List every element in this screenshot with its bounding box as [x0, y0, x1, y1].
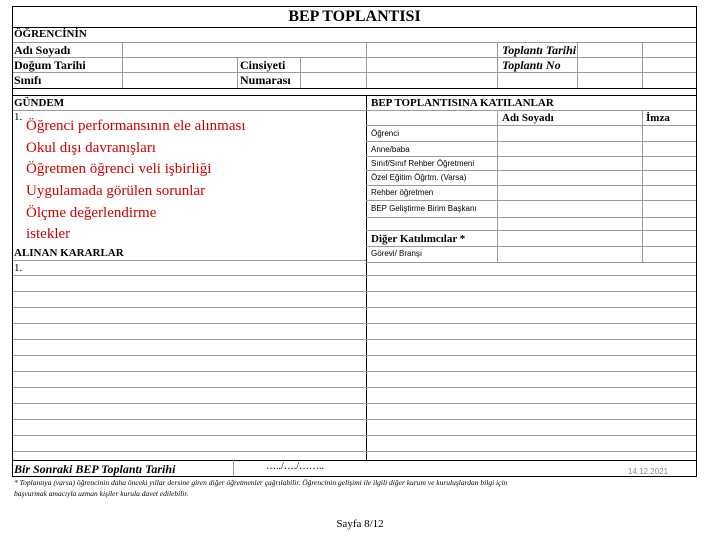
role-label: Öğrenci [371, 129, 400, 138]
agenda-row-line [12, 110, 366, 111]
decisions-row-line [12, 260, 366, 261]
student-col-line [577, 42, 578, 88]
next-meeting-col-line [233, 460, 234, 476]
decisions-row-line [12, 307, 697, 308]
middle-divider [366, 95, 367, 460]
role-label: Anne/baba [371, 145, 410, 154]
footnote-line-2: başvurmak amacıyla uzman kişiler kurula davet edilebilir. [14, 489, 189, 498]
student-col-line [497, 42, 498, 88]
form-right-border [696, 6, 697, 477]
agenda-heading: GÜNDEM [14, 97, 65, 109]
role-label: Rehber öğretmen [371, 188, 434, 197]
number-label: Numarası [240, 73, 291, 87]
class-label: Sınıfı [14, 73, 42, 87]
decisions-row-line [12, 275, 697, 276]
student-row-line [12, 57, 697, 58]
form-bottom-border [12, 476, 697, 477]
decisions-row-line [12, 323, 697, 324]
gender-label: Cinsiyeti [240, 58, 286, 72]
next-meeting-top-border [12, 460, 697, 461]
other-role-label: Görevi/ Branşı [371, 249, 423, 258]
agenda-item: Ölçme değerlendirme [26, 205, 157, 221]
student-section-label: ÖĞRENCİNİN [14, 28, 87, 40]
form-left-border [12, 6, 13, 477]
decisions-row-line [12, 419, 697, 420]
participants-row-line [366, 217, 697, 218]
decisions-row-line [12, 403, 697, 404]
footnote-line-1: * Toplantıya (varsa) öğrencinin daha önceki yıllar dersine giren diğer öğretmenler çağrılabilir. Öğrencinin gelişimi ile ilgili diğer kurum ve kuruluşlardan bilgi için [14, 478, 508, 487]
role-label: Sınıf/Sınıf Rehber Öğretmeni [371, 159, 475, 168]
agenda-item: Uygulamada görülen sorunlar [26, 183, 206, 199]
agenda-number: 1. [14, 111, 23, 123]
participants-row-line [366, 110, 697, 111]
participants-row-line [366, 170, 697, 171]
name-label: Adı Soyadı [14, 43, 71, 57]
meeting-date-label: Toplantı Tarihi [502, 43, 577, 57]
decisions-row-line [12, 371, 697, 372]
decisions-row-line [12, 355, 697, 356]
student-col-line [237, 57, 238, 88]
decisions-heading: ALINAN KARARLAR [14, 247, 124, 259]
participants-row-line [366, 156, 697, 157]
student-row-line [12, 72, 697, 73]
form-top-border [12, 6, 697, 7]
form-title: BEP TOPLANTISI [288, 8, 421, 25]
participants-row-line [366, 200, 697, 201]
role-label: BEP Geliştirme Birim Başkanı [371, 204, 477, 213]
role-label: Özel Eğitim Öğrtm. (Varsa) [371, 173, 467, 182]
participants-col-line [497, 110, 498, 262]
col-sign-header: İmza [646, 112, 670, 124]
title-bottom-border [12, 27, 697, 28]
participants-col-line [642, 110, 643, 262]
participants-row-line [366, 125, 697, 126]
participants-row-line [366, 185, 697, 186]
agenda-item: Öğrenci performansının ele alınması [26, 118, 246, 134]
decisions-row-line [12, 451, 697, 452]
student-col-line [122, 42, 123, 88]
date-stamp: 14.12.2021 [628, 467, 669, 476]
student-block-bottom [12, 88, 697, 89]
agenda-item: istekler [26, 226, 71, 242]
col-name-header: Adı Soyadı [502, 112, 554, 124]
student-col-line [300, 57, 301, 88]
agenda-item: Öğretmen öğrenci veli işbirliği [26, 161, 212, 177]
page-number: Sayfa 8/12 [336, 518, 384, 530]
decisions-row-line [12, 387, 697, 388]
agenda-item: Okul dışı davranışları [26, 140, 156, 156]
participants-row-line [366, 141, 697, 142]
birth-date-label: Doğum Tarihi [14, 58, 86, 72]
next-meeting-date-field: …../…./…….. [266, 461, 325, 472]
other-participants-heading: Diğer Katılımcılar * [371, 233, 466, 245]
decisions-row-line [12, 291, 697, 292]
participants-row-line [366, 246, 697, 247]
decisions-row-line [12, 339, 697, 340]
decisions-number: 1. [14, 262, 23, 274]
participants-row-line [366, 230, 697, 231]
participants-heading: BEP TOPLANTISINA KATILANLAR [371, 97, 554, 109]
decisions-row-line [12, 435, 697, 436]
participants-row-line [366, 262, 697, 263]
agenda-top-border [12, 95, 697, 96]
meeting-no-label: Toplantı No [502, 58, 561, 72]
student-col-line [642, 42, 643, 88]
student-col-line [366, 42, 367, 88]
next-meeting-label: Bir Sonraki BEP Toplantı Tarihi [14, 462, 176, 476]
student-row-line [12, 42, 697, 43]
